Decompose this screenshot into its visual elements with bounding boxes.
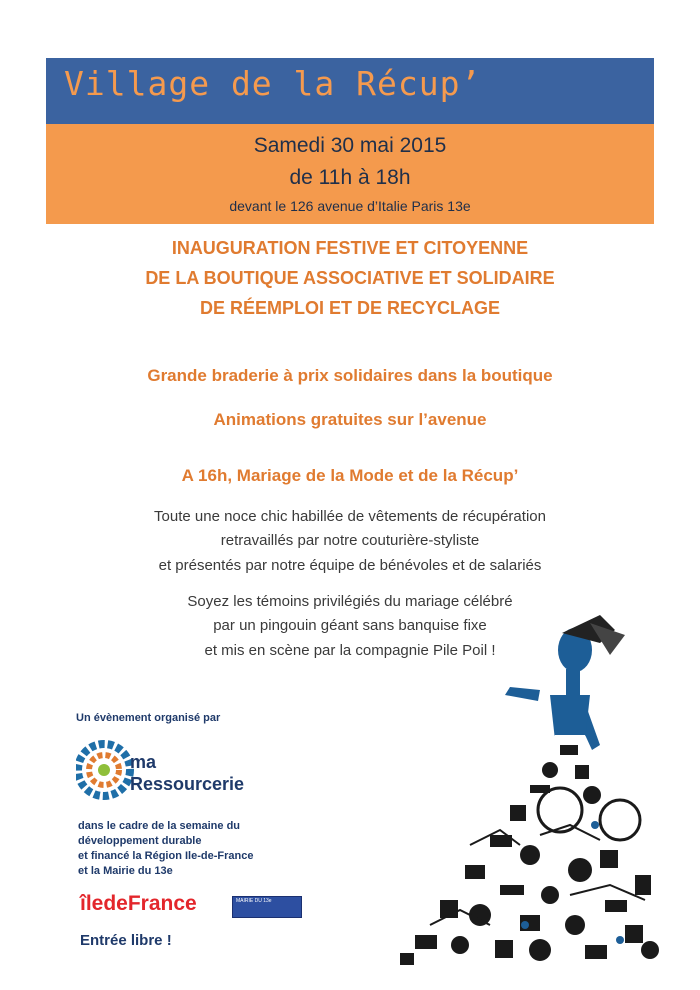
idf-logo: îledeFrance [80, 892, 197, 915]
description-line-1: Toute une noce chic habillée de vêtements de récupération [154, 508, 546, 525]
event-time: de 11h à 18h [289, 166, 411, 189]
mariage-line: A 16h, Mariage de la Mode et de la Récup’ [181, 466, 519, 485]
mairie-logo-text: MAIRIE DU 13e [236, 898, 272, 904]
logo-text-ressourcerie: Ressourcerie [130, 774, 245, 794]
temoins-line-3: et mis en scène par la compagnie Pile Poil ! [204, 642, 496, 659]
event-title: Village de la Récup’ [64, 64, 482, 103]
organizer-intro: Un évènement organisé par [76, 712, 221, 724]
description-line-3: et présentés par notre équipe de bénévoles et de salariés [158, 557, 542, 574]
braderie-line: Grande braderie à prix solidaires dans la boutique [147, 366, 553, 385]
entree-libre: Entrée libre ! [80, 932, 172, 949]
logo-text-ma: ma [130, 752, 157, 772]
animations-line: Animations gratuites sur l’avenue [213, 410, 487, 429]
inauguration-line-3: DE RÉEMPLOI ET DE RECYCLAGE [199, 298, 501, 318]
frame-line-3: et financé la Région Ile-de-France [78, 850, 254, 862]
frame-line-1: dans le cadre de la semaine du [78, 820, 241, 832]
temoins-line-1: Soyez les témoins privilégiés du mariage célébré [187, 593, 513, 610]
description-line-2: retravaillés par notre couturière-styliste [220, 532, 480, 549]
frame-line-2: développement durable [78, 835, 202, 847]
bride-recycled-dress-illustration-icon [370, 595, 690, 975]
event-address: devant le 126 avenue d’Italie Paris 13e [229, 198, 471, 214]
temoins-line-2: par un pingouin géant sans banquise fixe [213, 617, 487, 634]
event-date: Samedi 30 mai 2015 [253, 134, 447, 157]
inauguration-line-1: INAUGURATION FESTIVE ET CITOYENNE [171, 238, 529, 258]
inauguration-line-2: DE LA BOUTIQUE ASSOCIATIVE ET SOLIDAIRE [145, 268, 555, 288]
frame-line-4: et la Mairie du 13e [78, 865, 173, 877]
